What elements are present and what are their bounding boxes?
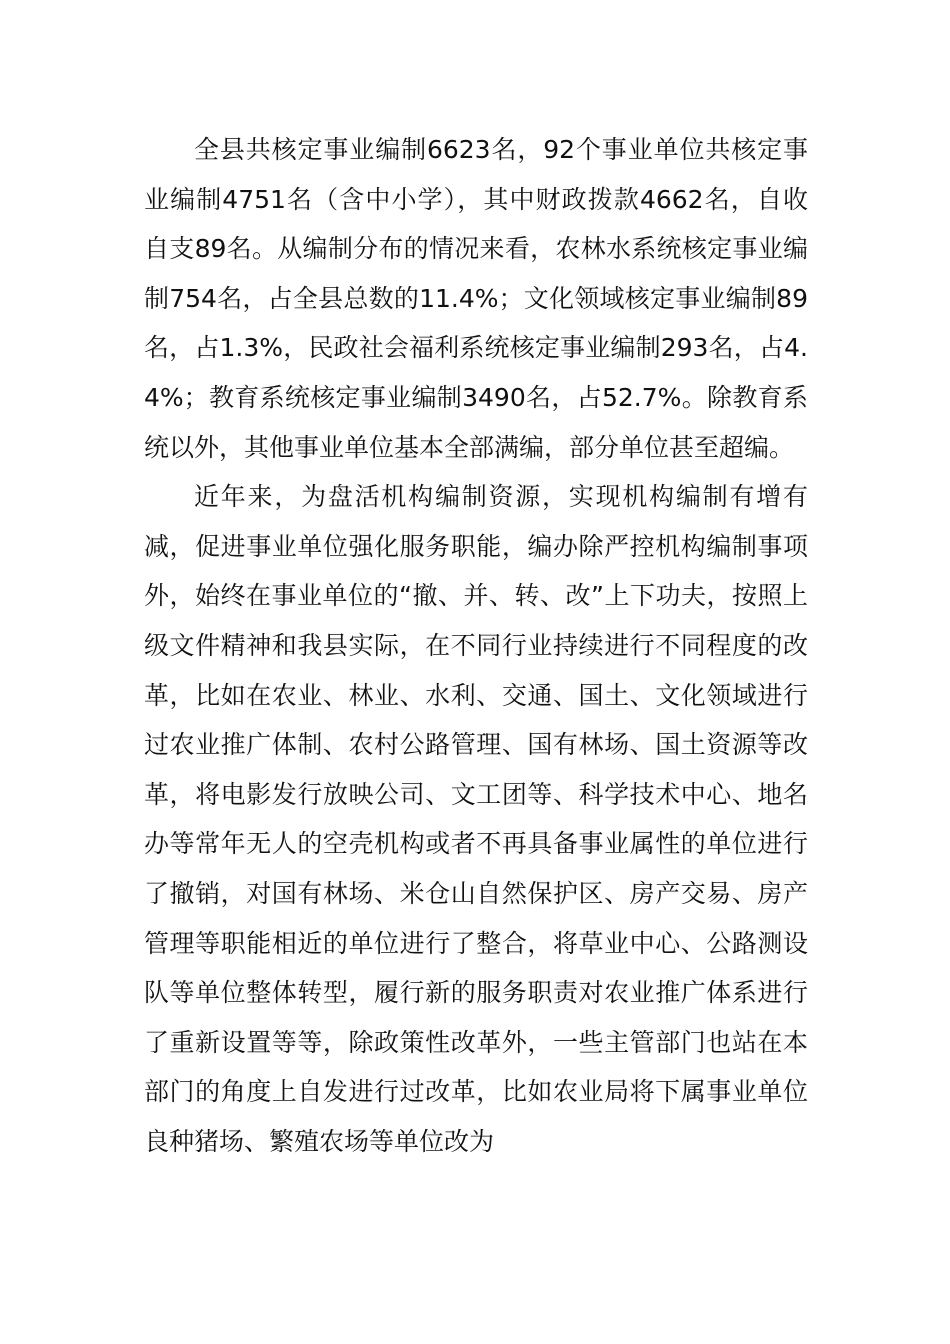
paragraph-reform-measures: 近年来，为盘活机构编制资源，实现机构编制有增有减，促进事业单位强化服务职能，编办除严控机构编制事项外，始终在事业单位的“撤、并、转、改”上下功夫，按照上级文件精神和我县实际，在不同行业持续进行不同程度的改革，比如在农业、林业、水利、交通、国土、文化领域进行过农业推广体制、农村公路管理、国有林场、国土资源等改革，将电影发行放映公司、文工团等、科学技术中心、地名办等常年无人的空壳机构或者不再具备事业属性的单位进行了撤销，对国有林场、米仓山自然保护区、房产交易、房产管理等职能相近的单位进行了整合，将草业中心、公路测设队等单位整体转型，履行新的服务职责对农业推广体系进行了重新设置等等，除政策性改革外，一些主管部门也站在本部门的角度上自发进行过改革，比如农业局将下属事业单位良种猪场、繁殖农场等单位改为 bbox=[144, 482, 808, 1156]
document-body bbox=[144, 125, 808, 1166]
paragraph-staffing-overview: 全县共核定事业编制6623名，92个事业单位共核定事业编制4751名（含中小学），其中财政拨款4662名，自收自支89名。从编制分布的情况来看，农林水系统核定事业编制754名，占全县总数的11.4%；文化领域核定事业编制89名，占1.3%，民政社会福利系统核定事业编制293名，占4.4%；教育系统核定事业编制3490名，占52.7%。除教育系统以外，其他事业单位基本全部满编，部分单位甚至超编。 bbox=[144, 135, 808, 462]
